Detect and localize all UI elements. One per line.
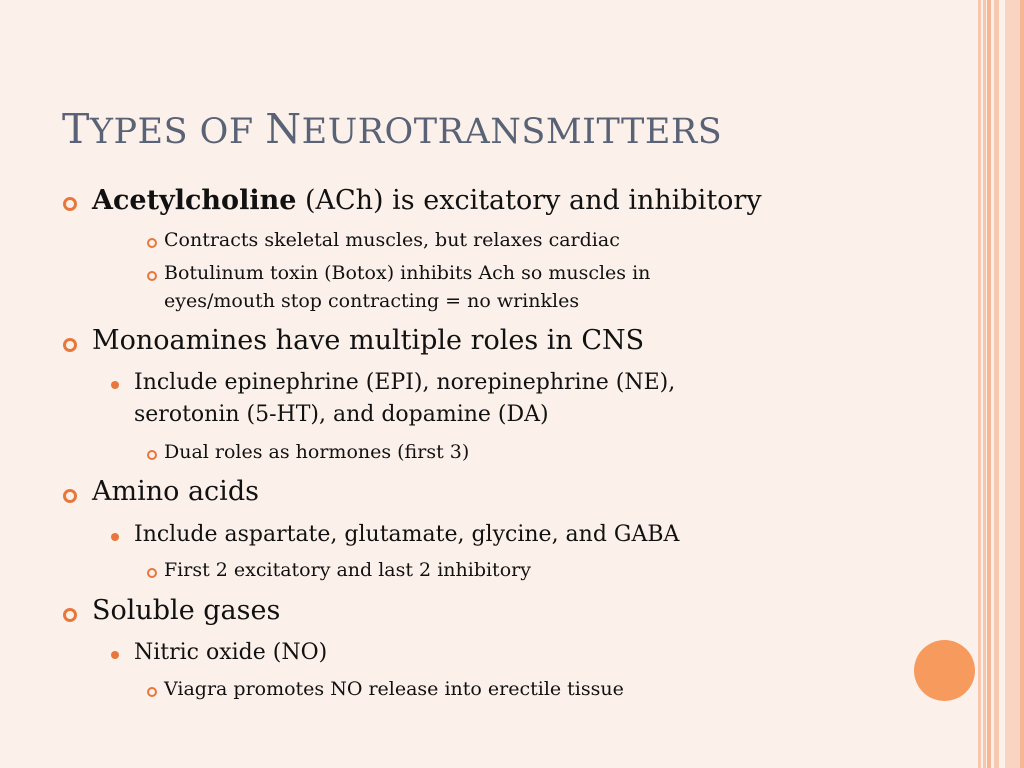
- bullet-acetylcholine: Acetylcholine (ACh) is excitatory and inhibitory: [92, 185, 762, 216]
- bullet-botox-line1: Botulinum toxin (Botox) inhibits Ach so muscles in: [164, 262, 651, 284]
- decor-stripe: [978, 0, 981, 768]
- bullet-dot-icon: [111, 533, 119, 541]
- slide-title: TYPES OF NEUROTRANSMITTERS: [62, 105, 723, 153]
- bullet-ring-icon: [147, 271, 157, 281]
- bullet-ring-icon: [63, 489, 77, 503]
- bullet-viagra: Viagra promotes NO release into erectile tissue: [164, 678, 624, 700]
- bullet-ring-icon: [63, 197, 77, 211]
- bullet-dot-icon: [111, 381, 119, 389]
- bullet-dual-roles: Dual roles as hormones (first 3): [164, 441, 470, 463]
- decor-circle: [914, 640, 975, 701]
- bullet-contracts: Contracts skeletal muscles, but relaxes cardiac: [164, 229, 620, 251]
- bullet-soluble-gases: Soluble gases: [92, 595, 281, 626]
- bullet-ring-icon: [147, 450, 157, 460]
- bullet-ring-icon: [63, 338, 77, 352]
- bullet-ring-icon: [147, 568, 157, 578]
- bullet-dot-icon: [111, 651, 119, 659]
- bullet-amino-acids: Amino acids: [92, 476, 259, 507]
- bullet-ring-icon: [63, 608, 77, 622]
- bullet-first-2: First 2 excitatory and last 2 inhibitory: [164, 559, 531, 581]
- bullet-monoamines: Monoamines have multiple roles in CNS: [92, 325, 645, 356]
- bullet-ring-icon: [147, 687, 157, 697]
- decor-stripe: [994, 0, 999, 768]
- decor-stripe: [983, 0, 986, 768]
- bullet-include-epi-line1: Include epinephrine (EPI), norepinephrine (NE),: [134, 370, 676, 395]
- bullet-include-epi-line2: serotonin (5-HT), and dopamine (DA): [134, 402, 549, 427]
- bullet-include-aspartate: Include aspartate, glutamate, glycine, and GABA: [134, 522, 680, 547]
- bullet-ring-icon: [147, 238, 157, 248]
- decor-stripe: [1005, 0, 1020, 768]
- bullet-botox-line2: eyes/mouth stop contracting = no wrinkles: [164, 290, 580, 312]
- decor-stripe: [987, 0, 991, 768]
- bullet-nitric-oxide: Nitric oxide (NO): [134, 640, 328, 665]
- decor-stripe: [1020, 0, 1024, 768]
